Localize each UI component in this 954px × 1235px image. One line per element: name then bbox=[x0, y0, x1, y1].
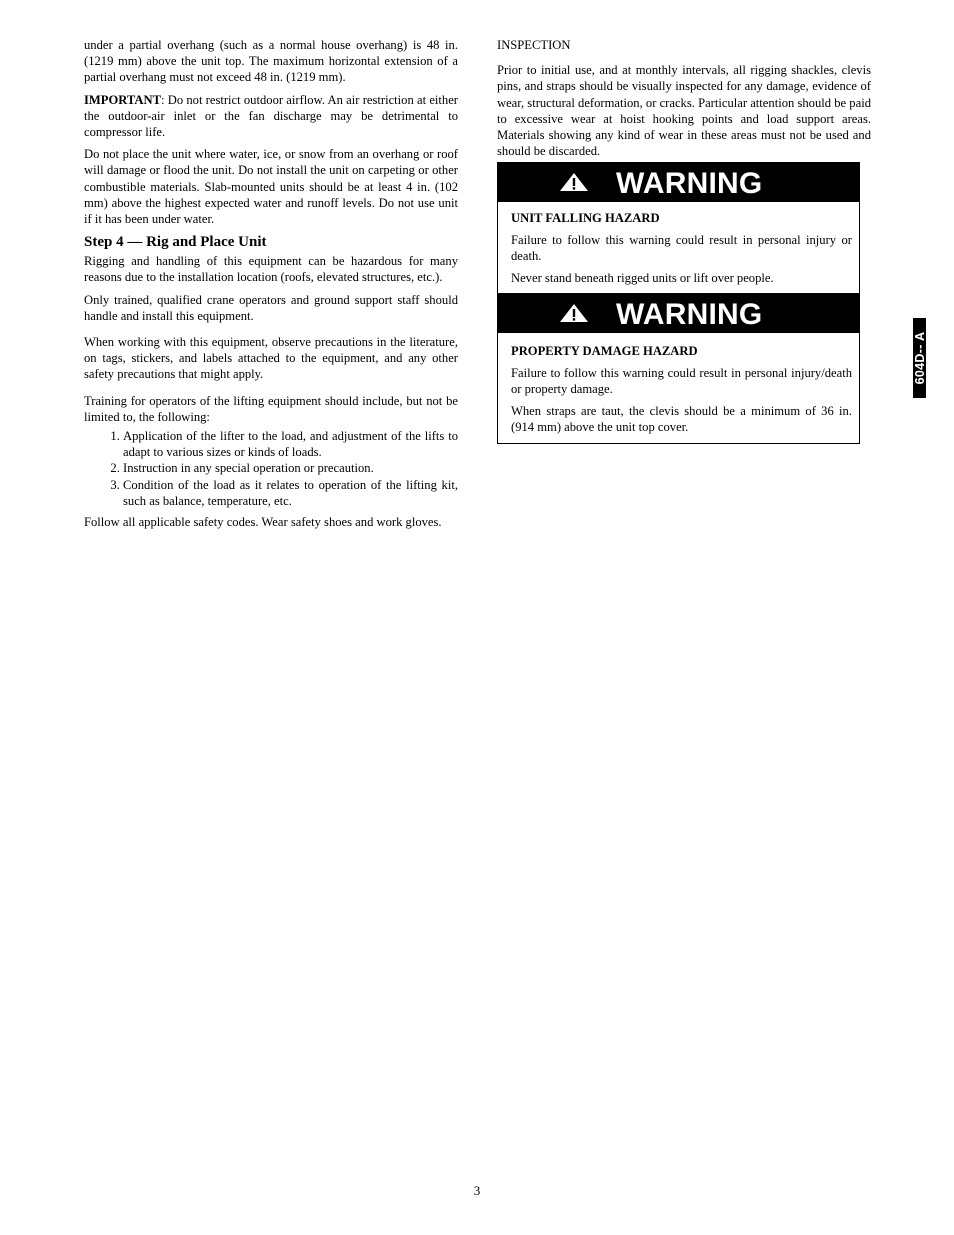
hazard-title: PROPERTY DAMAGE HAZARD bbox=[511, 344, 698, 358]
paragraph-training: Training for operators of the lifting equipment should include, but not be limited to, the following: bbox=[84, 393, 458, 424]
warning-text: When straps are taut, the clevis should be a minimum of 36 in. (914 mm) above the unit top cover. bbox=[511, 404, 852, 434]
warning-header bbox=[498, 163, 859, 202]
warning-word: WARNING bbox=[616, 298, 763, 331]
paragraph-important bbox=[84, 92, 458, 141]
paragraph-precautions: When working with this equipment, observe precautions in the literature, on tags, stickers, and labels attached to the equipment, and any other safety precautions that might apply. bbox=[84, 335, 458, 382]
right-column bbox=[497, 37, 871, 165]
paragraph-rigging-hazard: Rigging and handling of this equipment can be hazardous for many reasons due to the installation location (roofs, elevated structures, etc.). bbox=[84, 254, 458, 285]
paragraph-safety-codes: Follow all applicable safety codes. Wear safety shoes and work gloves. bbox=[84, 515, 442, 530]
warning-triangle-icon bbox=[559, 303, 589, 323]
important-text: : Do not restrict outdoor airflow. An air restriction at either the outdoor-air inlet or the fan discharge may be detrimental to compressor life. bbox=[84, 92, 458, 140]
warning-header bbox=[498, 294, 859, 333]
paragraph-placement: Do not place the unit where water, ice, or snow from an overhang or roof will damage or flood the unit. Do not install the unit on carpeting or other combustible materials. Slab-mounted units should be at least 4 in. (102 mm) above the highest expected water and runoff levels. Do not use unit if it has been under water. bbox=[84, 147, 458, 227]
page-number: 3 bbox=[473, 1183, 481, 1198]
side-tab bbox=[913, 318, 926, 398]
list-item: 2. Instruction in any special operation or precaution. bbox=[123, 460, 458, 476]
warning-text: Failure to follow this warning could result in personal injury or death. bbox=[511, 233, 852, 263]
warning-body bbox=[498, 202, 859, 294]
section-heading-step4: Step 4 — Rig and Place Unit bbox=[84, 234, 267, 251]
left-column bbox=[84, 37, 458, 536]
paragraph-inspection: Prior to initial use, and at monthly intervals, all rigging shackles, clevis pins, and straps should be visually inspected for any damage, evidence of wear, structural deformation, or cracks. Particular attention should be paid to excessive wear at hoist hooking points and load support areas. Materials showing any kind of wear in these areas must not be used and should be discarded. bbox=[497, 63, 871, 159]
inspection-title: INSPECTION bbox=[497, 38, 571, 52]
warning-body bbox=[498, 333, 859, 443]
important-label: IMPORTANT bbox=[84, 92, 161, 107]
warning-box-unit-falling bbox=[497, 162, 860, 295]
hazard-title: UNIT FALLING HAZARD bbox=[511, 211, 660, 225]
list-item: 1. Application of the lifter to the load, and adjustment of the lifts to adapt to various sizes or kinds of loads. bbox=[123, 428, 458, 460]
warning-text: Failure to follow this warning could result in personal injury/death or property damage. bbox=[511, 366, 852, 396]
warning-word: WARNING bbox=[616, 167, 763, 200]
warning-text: Never stand beneath rigged units or lift over people. bbox=[511, 271, 774, 285]
side-tab-label: 604D-- A bbox=[912, 331, 927, 385]
list-item: 3. Condition of the load as it relates to operation of the lifting kit, such as balance, temperature, etc. bbox=[123, 477, 458, 509]
paragraph-overhang: under a partial overhang (such as a normal house overhang) is 48 in. (1219 mm) above the unit top. The maximum horizontal extension of a partial overhang must not exceed 48 in. (1219 mm). bbox=[84, 38, 458, 85]
warning-triangle-icon bbox=[559, 172, 589, 192]
warning-box-property-damage bbox=[497, 293, 860, 444]
paragraph-trained-operators: Only trained, qualified crane operators and ground support staff should handle and install this equipment. bbox=[84, 292, 458, 323]
training-list bbox=[84, 428, 458, 509]
